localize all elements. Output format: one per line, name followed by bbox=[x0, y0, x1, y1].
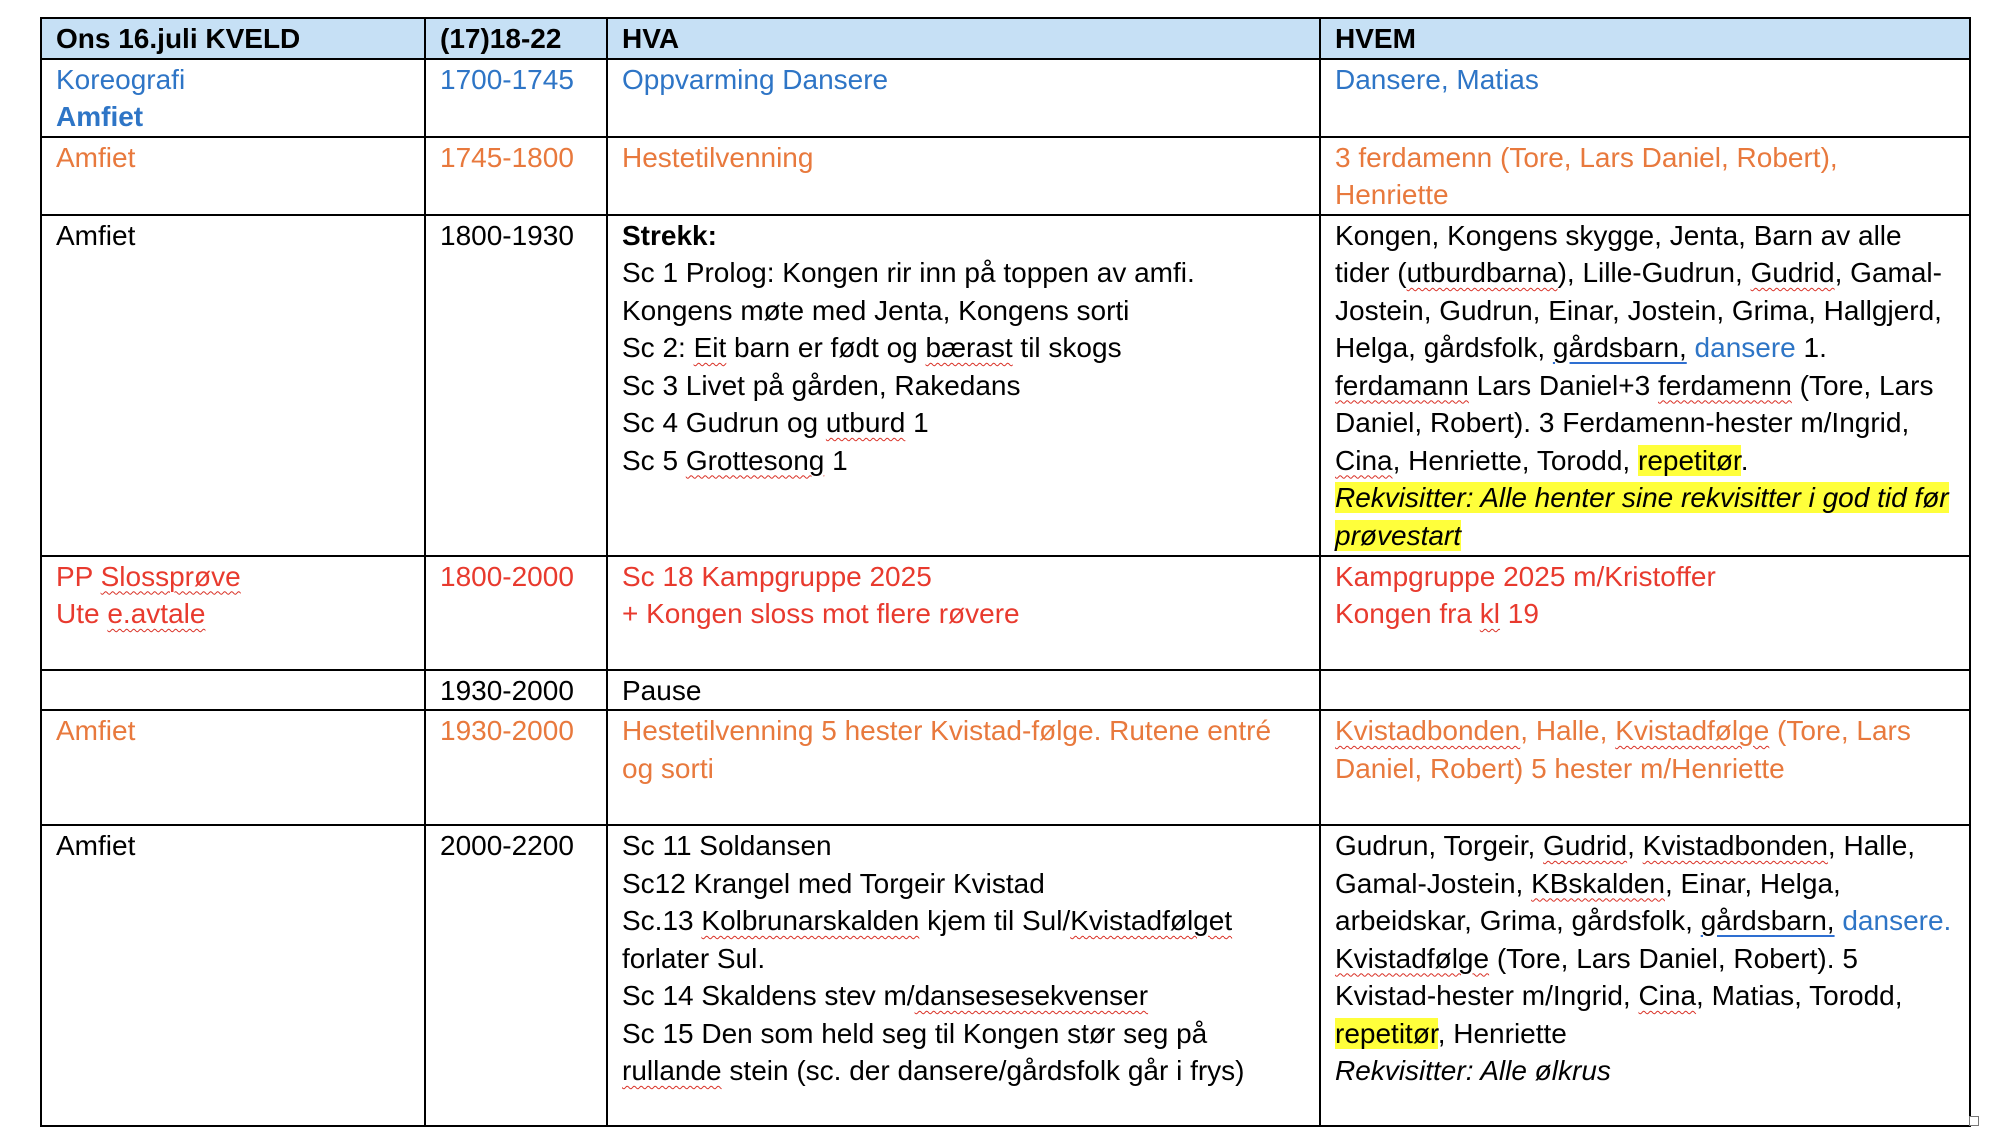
header-day: Ons 16.juli KVELD bbox=[41, 18, 425, 59]
header-who: HVEM bbox=[1320, 18, 1970, 59]
what-text: til skogs bbox=[1012, 332, 1122, 363]
place-line bbox=[56, 595, 410, 633]
cell-time: 1930-2000 bbox=[425, 710, 607, 825]
cell-what bbox=[607, 215, 1320, 556]
cell-place bbox=[41, 59, 425, 137]
who-note: Rekvisitter: Alle ølkrus bbox=[1335, 1055, 1611, 1086]
what-text: Sc 2: bbox=[622, 332, 694, 363]
cell-what: Hestetilvenning 5 hester Kvistad-følge. Rutene entré og sorti bbox=[607, 710, 1320, 825]
table-row bbox=[41, 710, 1970, 825]
spellcheck-word: Gudrid bbox=[1750, 257, 1835, 288]
who-text: , Einar, Helga, arbeidskar, Grima, gårdsfolk, bbox=[1335, 867, 1841, 936]
what-line bbox=[622, 404, 1305, 442]
spellcheck-word: ferdamenn bbox=[1657, 369, 1792, 401]
what-text: Sc 14 Skaldens stev m/ bbox=[622, 980, 915, 1011]
table-row bbox=[41, 215, 1970, 556]
who-line: Kampgruppe 2025 m/Kristoffer bbox=[1335, 560, 1716, 592]
spellcheck-word: dansesesekvenser bbox=[914, 980, 1149, 1011]
spellcheck-word: utburd bbox=[825, 407, 906, 438]
cell-time: 1745-1800 bbox=[425, 137, 607, 215]
table-row bbox=[41, 59, 1970, 137]
who-text-blue: dansere bbox=[1694, 332, 1796, 363]
who-text: 1. bbox=[1795, 332, 1827, 363]
what-line: Sc 3 Livet på gården, Rakedans bbox=[622, 369, 1021, 401]
who-text: , Henriette bbox=[1437, 1017, 1567, 1049]
who-text: Kongen, Kongens skygge, Jenta, Barn av alle tider ( bbox=[1335, 219, 1902, 288]
who-text bbox=[1687, 332, 1695, 363]
highlighted-note: Rekvisitter: Alle henter sine rekvisitter i god tid før prøvestart bbox=[1335, 482, 1949, 551]
what-text: kjem til Sul/ bbox=[919, 905, 1071, 936]
what-line: + Kongen sloss mot flere røvere bbox=[622, 598, 1020, 629]
cell-what: Pause bbox=[607, 670, 1320, 711]
cell-who bbox=[1320, 670, 1970, 711]
who-note bbox=[1335, 479, 1955, 554]
grammar-word: gårdsbarn, bbox=[1552, 332, 1687, 363]
who-line bbox=[1335, 595, 1955, 633]
what-line: Sc 11 Soldansen bbox=[622, 830, 832, 861]
spellcheck-word: Kvistadbonden bbox=[1642, 830, 1828, 861]
header-time: (17)18-22 bbox=[425, 18, 607, 59]
what-line bbox=[622, 442, 1305, 480]
table-row bbox=[41, 670, 1970, 711]
cell-place bbox=[41, 556, 425, 670]
table-header-row bbox=[41, 18, 1970, 59]
what-line: Sc12 Krangel med Torgeir Kvistad bbox=[622, 867, 1045, 899]
spellcheck-word: ferdamann bbox=[1335, 369, 1469, 401]
cell-who: 3 ferdamenn (Tore, Lars Daniel, Robert), Henriette bbox=[1320, 137, 1970, 215]
header-what: HVA bbox=[607, 18, 1320, 59]
spellcheck-word: Cina bbox=[1638, 980, 1697, 1011]
spellcheck-word: e.avtale bbox=[107, 598, 206, 629]
who-text: . bbox=[1740, 444, 1749, 476]
highlighted-word: repetitør bbox=[1335, 1017, 1438, 1049]
place-line bbox=[56, 558, 410, 596]
what-text: forlater Sul. bbox=[622, 942, 766, 974]
what-line bbox=[622, 1015, 1305, 1090]
cell-what bbox=[607, 825, 1320, 1126]
what-text: 1 bbox=[824, 444, 848, 476]
who-text: (Tore, Lars Daniel, Robert). 3 Ferdamenn-hester m/Ingrid, bbox=[1335, 369, 1934, 438]
who-text: 19 bbox=[1500, 598, 1539, 629]
who-text-blue: dansere. bbox=[1842, 905, 1952, 936]
cell-time: 1800-2000 bbox=[425, 556, 607, 670]
spellcheck-word: Gudrid bbox=[1543, 830, 1628, 861]
cell-place bbox=[41, 670, 425, 711]
what-text: Sc 15 Den som held seg til Kongen stør seg på bbox=[622, 1017, 1208, 1049]
who-text: , Halle, Gamal-Jostein, bbox=[1335, 830, 1916, 899]
spellcheck-word: Slossprøve bbox=[100, 560, 241, 592]
who-text: , Halle, bbox=[1520, 715, 1616, 746]
spellcheck-word: Eit bbox=[693, 332, 727, 363]
cell-time: 1700-1745 bbox=[425, 59, 607, 137]
schedule-table bbox=[40, 17, 1971, 1127]
highlighted-word: repetitør bbox=[1638, 444, 1741, 476]
spellcheck-word: kl bbox=[1479, 598, 1501, 629]
cell-time: 1930-2000 bbox=[425, 670, 607, 711]
grammar-word: gårdsbarn, bbox=[1700, 905, 1835, 936]
who-text: (Tore, Lars Daniel, Robert) 5 hester m/Henriette bbox=[1335, 715, 1911, 784]
cell-time: 2000-2200 bbox=[425, 825, 607, 1126]
who-text: Lars Daniel+3 bbox=[1468, 369, 1658, 401]
cell-who bbox=[1320, 556, 1970, 670]
table-row bbox=[41, 825, 1970, 1126]
spellcheck-word: KBskalden bbox=[1531, 867, 1665, 899]
cell-place: Amfiet bbox=[41, 825, 425, 1126]
what-text: Sc 5 bbox=[622, 444, 686, 476]
what-text: Sc.13 bbox=[622, 905, 702, 936]
who-text: Kongen fra bbox=[1335, 598, 1480, 629]
cell-what bbox=[607, 556, 1320, 670]
spellcheck-word: Kvistadfølge bbox=[1615, 715, 1770, 746]
what-line bbox=[622, 329, 1305, 367]
spellcheck-word: Grottesong bbox=[685, 444, 825, 476]
cell-who: Dansere, Matias bbox=[1320, 59, 1970, 137]
cell-place: Amfiet bbox=[41, 710, 425, 825]
spellcheck-word: utburdbarna bbox=[1406, 257, 1558, 288]
table-row bbox=[41, 137, 1970, 215]
what-text: 1 bbox=[905, 407, 929, 438]
what-line bbox=[622, 902, 1305, 977]
what-title: Strekk: bbox=[622, 219, 717, 251]
spellcheck-word: Kvistadfølge bbox=[1335, 942, 1490, 974]
who-text: ), Lille-Gudrun, bbox=[1557, 257, 1751, 288]
place-text: Amfiet bbox=[56, 101, 144, 132]
place-text: PP bbox=[56, 560, 101, 592]
cell-what: Hestetilvenning bbox=[607, 137, 1320, 215]
spellcheck-word: bærast bbox=[925, 332, 1013, 363]
what-text: stein (sc. der dansere/gårdsfolk går i frys) bbox=[721, 1055, 1245, 1086]
what-line: Sc 1 Prolog: Kongen rir inn på toppen av amfi. bbox=[622, 257, 1195, 288]
table-resize-handle[interactable] bbox=[1969, 1116, 1979, 1126]
spellcheck-word: Kvistadfølget bbox=[1070, 905, 1233, 936]
spellcheck-word: Cina bbox=[1335, 444, 1393, 476]
place-text: Koreografi bbox=[56, 63, 186, 95]
what-line: Kongens møte med Jenta, Kongens sorti bbox=[622, 294, 1130, 326]
spellcheck-word: Kvistadbonden bbox=[1335, 715, 1521, 746]
spellcheck-word: Kolbrunarskalden bbox=[701, 905, 920, 936]
cell-who bbox=[1320, 710, 1970, 825]
table-row bbox=[41, 556, 1970, 670]
what-text: barn er født og bbox=[726, 332, 926, 363]
who-text: , bbox=[1627, 830, 1643, 861]
cell-place: Amfiet bbox=[41, 137, 425, 215]
what-line bbox=[622, 977, 1305, 1015]
cell-who bbox=[1320, 825, 1970, 1126]
spellcheck-word: rullande bbox=[622, 1055, 722, 1086]
cell-place: Amfiet bbox=[41, 215, 425, 556]
cell-time: 1800-1930 bbox=[425, 215, 607, 556]
what-text: Sc 4 Gudrun og bbox=[622, 407, 826, 438]
cell-who bbox=[1320, 215, 1970, 556]
who-text: (Tore, Lars Daniel, Robert). 5 Kvistad-hester m/Ingrid, bbox=[1335, 942, 1858, 1011]
cell-what: Oppvarming Dansere bbox=[607, 59, 1320, 137]
who-text: Gudrun, Torgeir, bbox=[1335, 830, 1544, 861]
who-text: , Gamal-Jostein, Gudrun, Einar, Jostein, Grima, Hallgjerd, Helga, gårdsfolk, bbox=[1335, 257, 1942, 363]
place-text: Ute bbox=[56, 598, 108, 629]
who-text: , Matias, Torodd, bbox=[1696, 980, 1903, 1011]
what-line: Sc 18 Kampgruppe 2025 bbox=[622, 560, 932, 592]
who-text: , Henriette, Torodd, bbox=[1392, 444, 1638, 476]
